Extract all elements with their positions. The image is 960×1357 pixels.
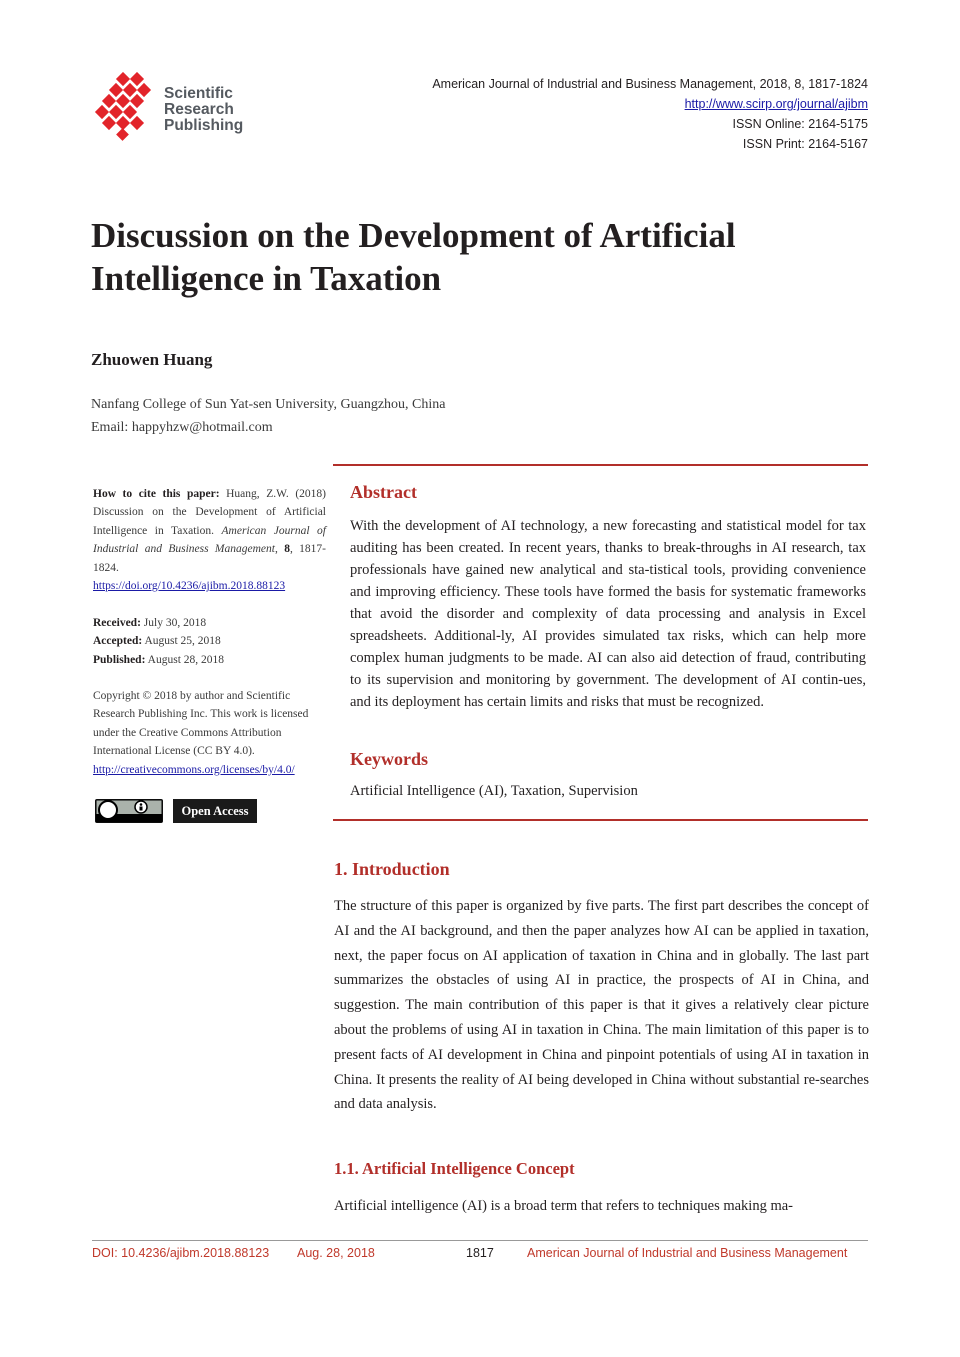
abstract-top-rule <box>333 464 868 466</box>
publisher-line: Publishing <box>164 117 244 134</box>
license-link[interactable]: http://creativecommons.org/licenses/by/4.0/ <box>93 763 295 776</box>
cite-label: How to cite this paper: <box>93 488 220 500</box>
cite-pages: , 1817-1824. <box>93 543 327 574</box>
cite-journal: American Journal of Industrial and Business Management <box>93 524 326 556</box>
publisher-name <box>164 86 243 134</box>
cc-icon <box>95 799 163 823</box>
article-dates <box>93 614 326 669</box>
introduction-text: The structure of this paper is organized by five parts. The first part describes the concept of AI and the AI background, and then the paper analyzes how AI can be applied in taxation, next, the paper focus on AI application of taxation in China and in globally. The last part summarizes the obstacles of using AI in practice, the prospects of AI in China, and suggestion. The main contribution of this paper is that it gives a relatively clear picture about the problems of using AI in taxation in China. The main limitation of this paper is to present facts of AI development in China and pinpoint potentials of using AI in taxation in China. It presents the reality of AI being developed in China without substantial re-searches and data analysis. <box>334 898 869 1113</box>
journal-url-link[interactable]: http://www.scirp.org/journal/ajibm <box>684 97 868 111</box>
cite-volume: 8 <box>284 543 290 556</box>
cc-by-badge[interactable] <box>95 799 163 823</box>
issn-online: ISSN Online: 2164-5175 <box>732 117 868 131</box>
copyright-text: Copyright © 2018 by author and Scientific Research Publishing Inc. This work is licensed under the Creative Commons Attribution International License (CC BY 4.0). <box>93 690 309 758</box>
footer-date: Aug. 28, 2018 <box>297 1246 375 1260</box>
received-date: July 30, 2018 <box>143 617 207 629</box>
publisher-line: Research <box>164 101 234 118</box>
author-email: Email: happyhzw@hotmail.com <box>91 420 273 435</box>
abstract-bottom-rule <box>333 819 868 821</box>
keywords-text: Artificial Intelligence (AI), Taxation, Supervision <box>350 783 638 799</box>
open-access-badge: Open Access <box>173 799 257 823</box>
author-name: Zhuowen Huang <box>91 350 213 369</box>
author-affiliation-block <box>91 393 445 439</box>
doi-link[interactable]: https://doi.org/10.4236/ajibm.2018.88123 <box>93 580 286 593</box>
accepted-label: Accepted: <box>93 635 143 648</box>
affiliation: Nanfang College of Sun Yat-sen University, Guangzhou, China <box>91 397 446 412</box>
how-to-cite: How to cite this paper: Huang, Z.W. (2018) Discussion on the Development of Artificial Intelligence in Taxation. American Journal of Industrial and Business Management, 8, 1817-1824. https://doi.org/10.4236/ajibm.2018.88123 <box>93 488 327 593</box>
introduction-heading: 1. Introduction <box>334 859 450 879</box>
published-date: August 28, 2018 <box>147 653 225 666</box>
journal-info <box>432 74 868 154</box>
subsection-text: Artificial intelligence (AI) is a broad term that refers to techniques making ma- <box>334 1198 793 1214</box>
accepted-date: August 25, 2018 <box>144 635 221 648</box>
page-number: 1817 <box>466 1246 494 1260</box>
received-label: Received: <box>93 617 141 629</box>
published-label: Published: <box>93 653 146 666</box>
keywords-heading: Keywords <box>350 749 428 769</box>
subsection-heading: 1.1. Artificial Intelligence Concept <box>334 1159 575 1178</box>
issn-print: ISSN Print: 2164-5167 <box>742 137 868 151</box>
footer-journal: American Journal of Industrial and Business Management <box>527 1246 848 1260</box>
article-title: Discussion on the Development of Artificial Intelligence in Taxation <box>91 216 736 298</box>
publisher-line: Scientific <box>164 85 233 102</box>
copyright-notice <box>93 687 329 779</box>
footer-divider <box>92 1240 868 1241</box>
abstract-text: With the development of AI technology, a new forecasting and statistical model for tax auditing has been created. In recent years, thanks to break-throughs in AI research, tax professionals have gained new analytical and sta-tistical tools, providing convenience and improving efficiency. These tools have formed the basis for systematic frameworks that avoid the disorder and complexity of data processing and analysis in Excel spreadsheets. Additional-ly, AI provides simulated tax risks, which can help more complex human judgments to be made. AI can also aid detection of fraud, contributing to its supervision and monitoring by government. The development of AI contin-ues, and its deployment has certain limits and risks that must be recognized. <box>350 518 866 710</box>
cite-text: Huang, Z.W. (2018) Discussion on the Development of Artificial Intelligence in Taxation. <box>93 488 326 537</box>
journal-citation: American Journal of Industrial and Business Management, 2018, 8, 1817-1824 <box>432 77 868 91</box>
abstract-heading: Abstract <box>350 482 417 502</box>
footer-doi: DOI: 10.4236/ajibm.2018.88123 <box>92 1246 270 1260</box>
